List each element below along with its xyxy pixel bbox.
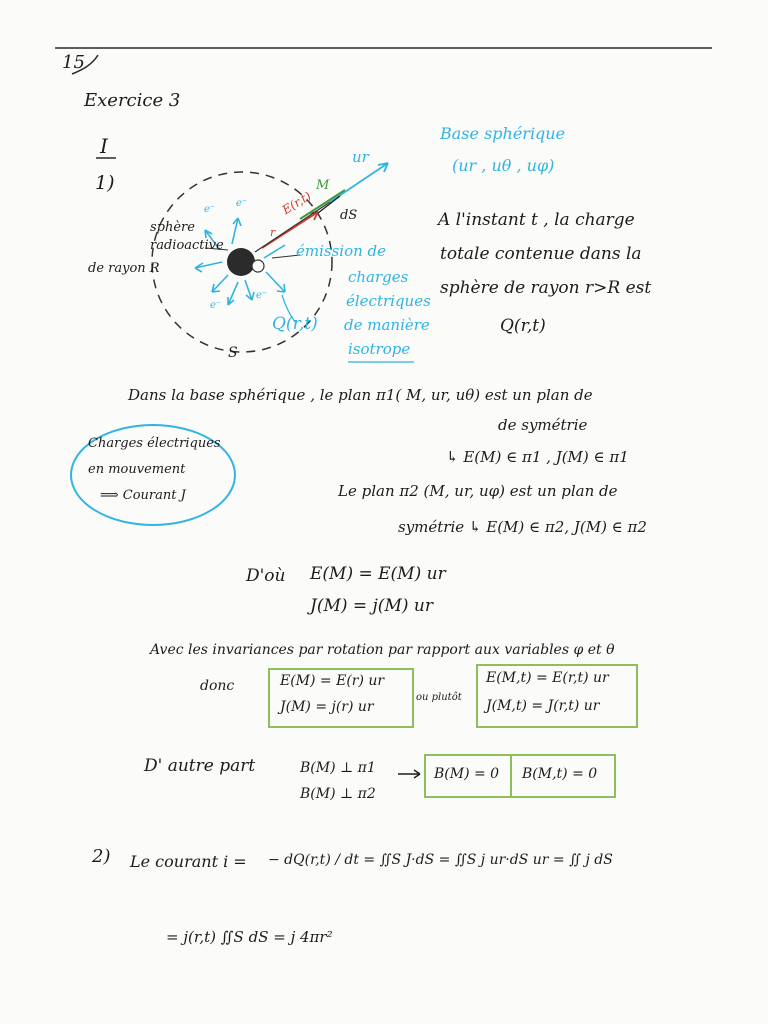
emission-line-3: électriques — [346, 292, 431, 310]
magnetic-prefix: D' autre part — [144, 756, 256, 776]
question-2-label: 2) — [92, 846, 111, 867]
r-label: r — [270, 226, 276, 239]
ur-label: ur — [352, 148, 369, 166]
basis-vectors: (ur , uθ , uφ) — [452, 156, 555, 175]
sphere-label-2: radioactive — [150, 238, 224, 253]
result-eq-j: J(M) = j(M) ur — [310, 596, 433, 616]
radius-label: de rayon R — [88, 261, 160, 276]
question-2-text: Le courant i = — [130, 852, 247, 871]
point-m-label: M — [316, 178, 330, 193]
electron-label-2: e⁻ — [236, 198, 248, 209]
symmetry-line-2: de symétrie — [498, 416, 588, 434]
charge-note-3: sphère de rayon r>R est — [440, 278, 652, 298]
magnetic-box-2: B(M,t) = 0 — [522, 766, 598, 782]
symmetry-line-4: Le plan π2 (M, ur, uφ) est un plan de — [338, 482, 618, 500]
magnetic-box-1: B(M) = 0 — [434, 766, 500, 782]
emission-line-2: charges — [348, 268, 409, 286]
box2-line-1: E(M,t) = E(r,t) ur — [486, 670, 609, 686]
magnetic-line-2: B(M) ⊥ π2 — [300, 786, 376, 802]
emission-line-5: isotrope — [348, 340, 411, 358]
sphere-label-1: sphère — [150, 220, 195, 235]
surface-label: S — [228, 345, 238, 361]
symmetry-line-1: Dans la base sphérique , le plan π1( M, ur, uθ) est un plan de — [128, 386, 593, 404]
symmetry-line-5: symétrie ↳ E(M) ∈ π2, J(M) ∈ π2 — [398, 518, 647, 536]
exercise-title: Exercice 3 — [84, 90, 181, 111]
box1-line-1: E(M) = E(r) ur — [280, 673, 385, 689]
magnetic-box-divider — [510, 756, 512, 796]
box2-line-2: J(M,t) = J(r,t) ur — [486, 698, 600, 714]
question-2-eq-2: = j(r,t) ∬S dS = j 4πr² — [166, 928, 333, 946]
bubble-line-3: ⟹ Courant J — [100, 488, 186, 503]
charge-note-1: A l'instant t , la charge — [438, 210, 635, 230]
charge-note-2: totale contenue dans la — [440, 244, 642, 264]
charge-label: Q(r,t) — [272, 314, 318, 334]
page-number: 15 — [62, 52, 85, 73]
basis-title: Base sphérique — [440, 124, 566, 143]
connector-text: ou plutôt — [416, 692, 462, 703]
symmetry-line-3: ↳ E(M) ∈ π1 , J(M) ∈ π1 — [446, 448, 629, 466]
electron-label-1: e⁻ — [204, 204, 216, 215]
result-eq-e: E(M) = E(M) ur — [310, 564, 446, 584]
result-box-1 — [268, 668, 414, 728]
part-label: I — [100, 134, 108, 158]
question-2-eq-1: − dQ(r,t) / dt = ∬S J·dS = ∬S j ur·dS ur = ∬ j dS — [268, 852, 613, 868]
result-prefix: D'où — [246, 566, 286, 586]
invariance-sentence: Avec les invariances par rotation par rapport aux variables φ et θ — [150, 642, 615, 658]
electron-label-4: e⁻ — [256, 290, 268, 301]
emission-line-4: de manière — [344, 316, 430, 334]
electron-label-3: e⁻ — [210, 300, 222, 311]
magnetic-box — [424, 754, 616, 798]
field-label: E(r,t) — [279, 188, 314, 218]
invariance-donc: donc — [200, 678, 235, 694]
result-box-2 — [476, 664, 638, 728]
question-1-label: 1) — [95, 172, 115, 194]
bubble-line-2: en mouvement — [88, 462, 186, 477]
magnetic-line-1: B(M) ⊥ π1 — [300, 760, 376, 776]
box1-line-2: J(M) = j(r) ur — [280, 699, 374, 715]
ds-label: dS — [340, 208, 358, 223]
charge-note-4: Q(r,t) — [500, 316, 546, 336]
emission-line-1: émission de — [296, 242, 387, 260]
bubble-line-1: Charges électriques — [88, 436, 221, 451]
